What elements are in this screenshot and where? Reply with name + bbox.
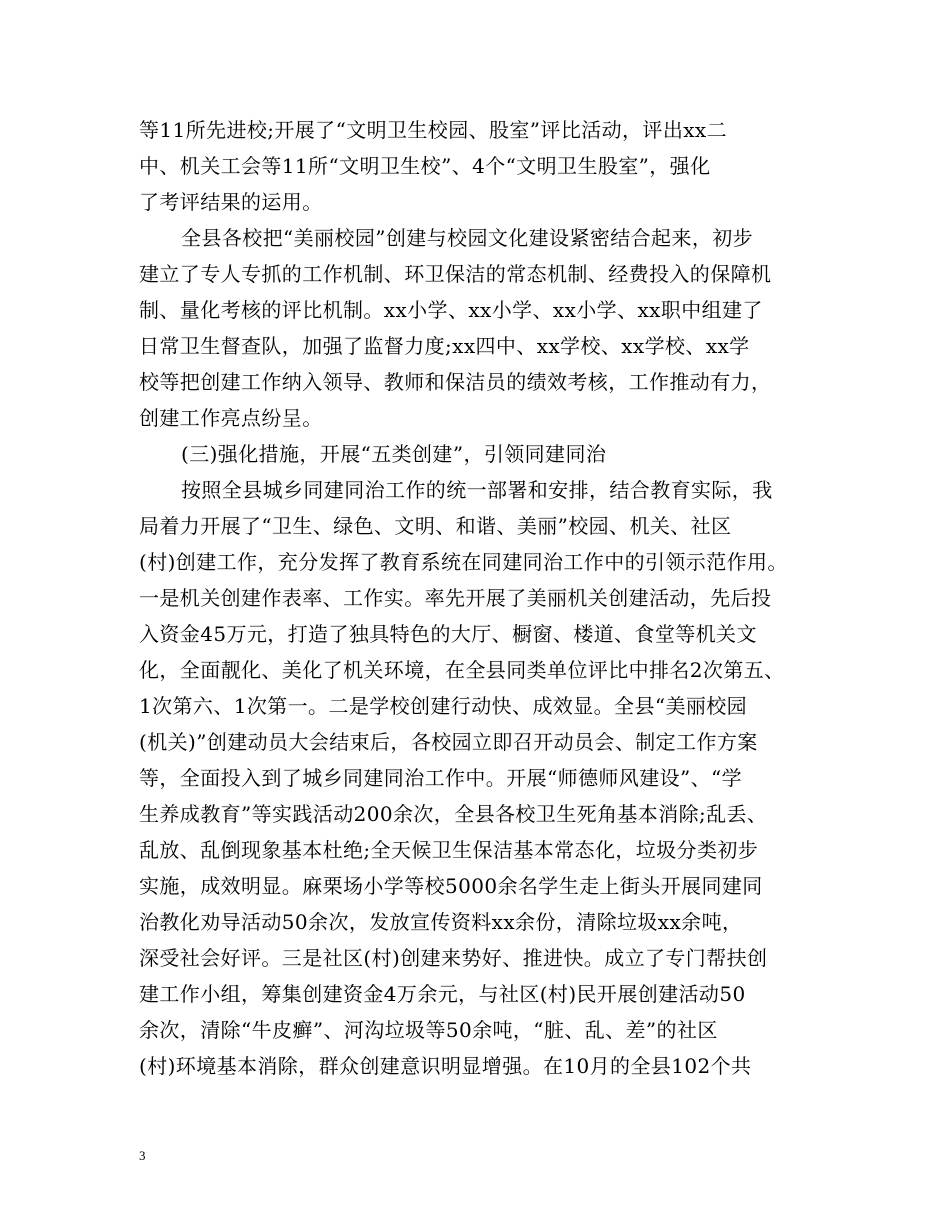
text-line: 中、机关工会等11所“文明卫生校”、4个“文明卫生股室”，强化 [139, 154, 711, 178]
text-line: 了考评结果的运用。 [139, 190, 323, 214]
text-line: (机关)”创建动员大会结束后，各校园立即召开动员会、制定工作方案 [139, 730, 758, 754]
text-line: 化，全面靓化、美化了机关环境，在全县同类单位评比中排名2次第五、 [139, 658, 785, 682]
text-line: 制、量化考核的评比机制。xx小学、xx小学、xx小学、xx职中组建了 [139, 298, 763, 322]
text-line: 日常卫生督查队，加强了监督力度;xx四中、xx学校、xx学校、xx学 [139, 334, 750, 358]
text-line: 全县各校把“美丽校园”创建与校园文化建设紧密结合起来，初步 [181, 226, 754, 250]
text-line: 等，全面投入到了城乡同建同治工作中。开展“师德师风建设”、“学 [139, 766, 743, 790]
text-line: 生养成教育”等实践活动200余次，全县各校卫生死角基本消除;乱丢、 [139, 802, 768, 826]
page-number: 3 [139, 1148, 146, 1163]
text-line: 治教化劝导活动50余次，发放宣传资料xx余份，清除垃圾xx余吨， [139, 910, 743, 934]
text-line: 建工作小组，筹集创建资金4万余元，与社区(村)民开展创建活动50 [139, 982, 746, 1006]
text-line: 1次第六、1次第一。二是学校创建行动快、成效显。全县“美丽校园 [139, 694, 748, 718]
text-line: 校等把创建工作纳入领导、教师和保洁员的绩效考核，工作推动有力， [139, 370, 772, 394]
text-line: 深受社会好评。三是社区(村)创建来势好、推进快。成立了专门帮扶创 [139, 946, 768, 970]
text-line: 入资金45万元，打造了独具特色的大厅、橱窗、楼道、食堂等机关文 [139, 622, 757, 646]
document-body [139, 112, 819, 1084]
text-line: (村)创建工作，充分发挥了教育系统在同建同治工作中的引领示范作用。 [139, 550, 788, 574]
text-line: 余次，清除“牛皮癣”、河沟垃圾等50余吨，“脏、乱、差”的社区 [139, 1018, 718, 1042]
text-line: (村)环境基本消除，群众创建意识明显增强。在10月的全县102个共 [139, 1054, 752, 1078]
text-line: 实施，成效明显。麻栗场小学等校5000余名学生走上街头开展同建同 [139, 874, 763, 898]
section-heading: (三)强化措施，开展“五类创建”，引领同建同治 [181, 442, 607, 466]
text-line: 乱放、乱倒现象基本杜绝;全天候卫生保洁基本常态化，垃圾分类初步 [139, 838, 759, 862]
text-line: 局着力开展了“卫生、绿色、文明、和谐、美丽”校园、机关、社区 [139, 514, 732, 538]
text-line: 按照全县城乡同建同治工作的统一部署和安排，结合教育实际，我 [181, 478, 773, 502]
text-line: 等11所先进校;开展了“文明卫生校园、股室”评比活动，评出xx二 [139, 118, 727, 142]
text-line: 一是机关创建作表率、工作实。率先开展了美丽机关创建活动，先后投 [139, 586, 772, 610]
text-line: 创建工作亮点纷呈。 [139, 406, 323, 430]
text-line: 建立了专人专抓的工作机制、环卫保洁的常态机制、经费投入的保障机 [139, 262, 772, 286]
